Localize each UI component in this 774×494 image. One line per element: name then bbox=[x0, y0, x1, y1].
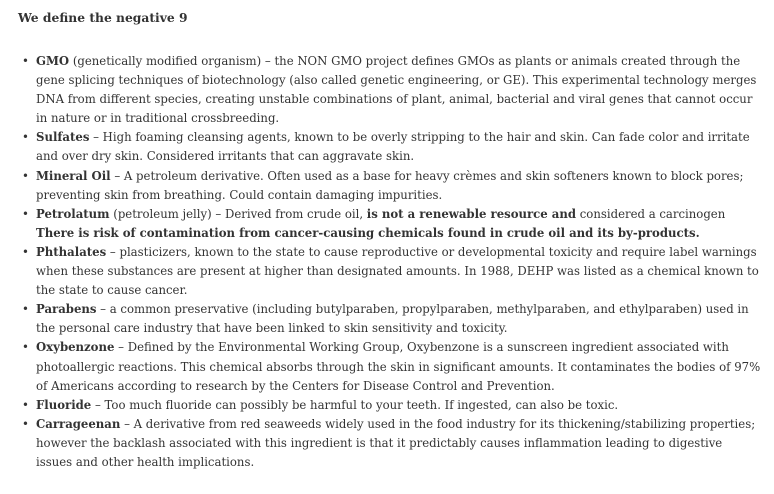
list-item-carrageenan bbox=[18, 415, 762, 472]
list-item-petrolatum bbox=[18, 205, 762, 243]
term-description: – A petroleum derivative. Often used as a base for heavy crèmes and skin softeners known to block pores; preventing skin from breathing. Could contain damaging impurities. bbox=[36, 168, 744, 202]
bullet-icon: • bbox=[22, 340, 29, 355]
bullet-icon: • bbox=[22, 206, 29, 221]
term-description: – A derivative from red seaweeds widely used in the food industry for its thickening/stabilizing properties; however the backlash associated with this ingredient is that it predictably causes inflammation leading to digestive issues and other health implications. bbox=[36, 416, 756, 469]
term-description: – High foaming cleansing agents, known to be overly stripping to the hair and skin. Can fade color and irritate and over dry skin. Considered irritants that can aggravate skin. bbox=[36, 130, 750, 164]
bullet-icon: • bbox=[22, 244, 29, 259]
term-label: Mineral Oil bbox=[36, 168, 111, 183]
term-description: – a common preservative (including butylparaben, propylparaben, methylparaben, and ethylparaben) used in the personal care industry that have been linked to skin sensitivity and toxicity. bbox=[36, 302, 749, 336]
bullet-icon: • bbox=[22, 302, 29, 317]
term-label: Carrageenan bbox=[36, 416, 121, 431]
list-item-gmo bbox=[18, 52, 762, 128]
list-item-phthalates bbox=[18, 243, 762, 300]
term-description: – Defined by the Environmental Working Group, Oxybenzone is a sunscreen ingredient associated with photoallergic reactions. This chemical absorbs through the skin in significant amounts. It contaminates the bodies of 97% of Americans according to research by the Centers for Disease Control and Prevention. bbox=[36, 340, 761, 393]
bullet-icon: • bbox=[22, 416, 29, 431]
term-label: Phthalates bbox=[36, 244, 107, 259]
term-description: (genetically modified organism) – the NON GMO project defines GMOs as plants or animals created through the gene splicing techniques of biotechnology (also called genetic engineering, or GE). This experimental technology merges DNA from different species, creating unstable combinations of plant, animal, bacterial and viral genes that cannot occur in nature or in traditional crossbreeding. bbox=[36, 54, 757, 126]
bullet-icon: • bbox=[22, 54, 29, 68]
term-label: Fluoride bbox=[36, 397, 92, 412]
term-label: GMO bbox=[36, 54, 70, 68]
term-label: Sulfates bbox=[36, 130, 90, 145]
list-item-oxybenzone bbox=[18, 338, 762, 395]
term-label: Parabens bbox=[36, 302, 97, 317]
bullet-icon: • bbox=[22, 130, 29, 145]
list-item-fluoride bbox=[18, 396, 762, 415]
bullet-icon: • bbox=[22, 397, 29, 412]
ingredient-list bbox=[18, 52, 762, 472]
list-item-parabens bbox=[18, 300, 762, 338]
list-item-mineral-oil bbox=[18, 167, 762, 205]
list-item-sulfates bbox=[18, 128, 762, 166]
section-heading: We define the negative 9 bbox=[18, 10, 188, 25]
term-label: Petrolatum bbox=[36, 206, 110, 221]
term-description: considered a carcinogen bbox=[576, 206, 726, 221]
bullet-icon: • bbox=[22, 168, 29, 183]
emphasis-text: There is risk of contamination from cancer-causing chemicals found in crude oil and its by-products. bbox=[36, 225, 700, 240]
term-description: (petroleum jelly) – Derived from crude oil, bbox=[109, 206, 367, 221]
emphasis-text: is not a renewable resource and bbox=[366, 206, 577, 221]
term-description: – plasticizers, known to the state to cause reproductive or developmental toxicity and require label warnings when these substances are present at higher than designated amounts. In 1988, DEHP was listed as a chemical known to the state to cause cancer. bbox=[36, 244, 759, 298]
term-label: Oxybenzone bbox=[36, 340, 115, 355]
term-description: – Too much fluoride can possibly be harmful to your teeth. If ingested, can also be toxic. bbox=[91, 397, 619, 412]
